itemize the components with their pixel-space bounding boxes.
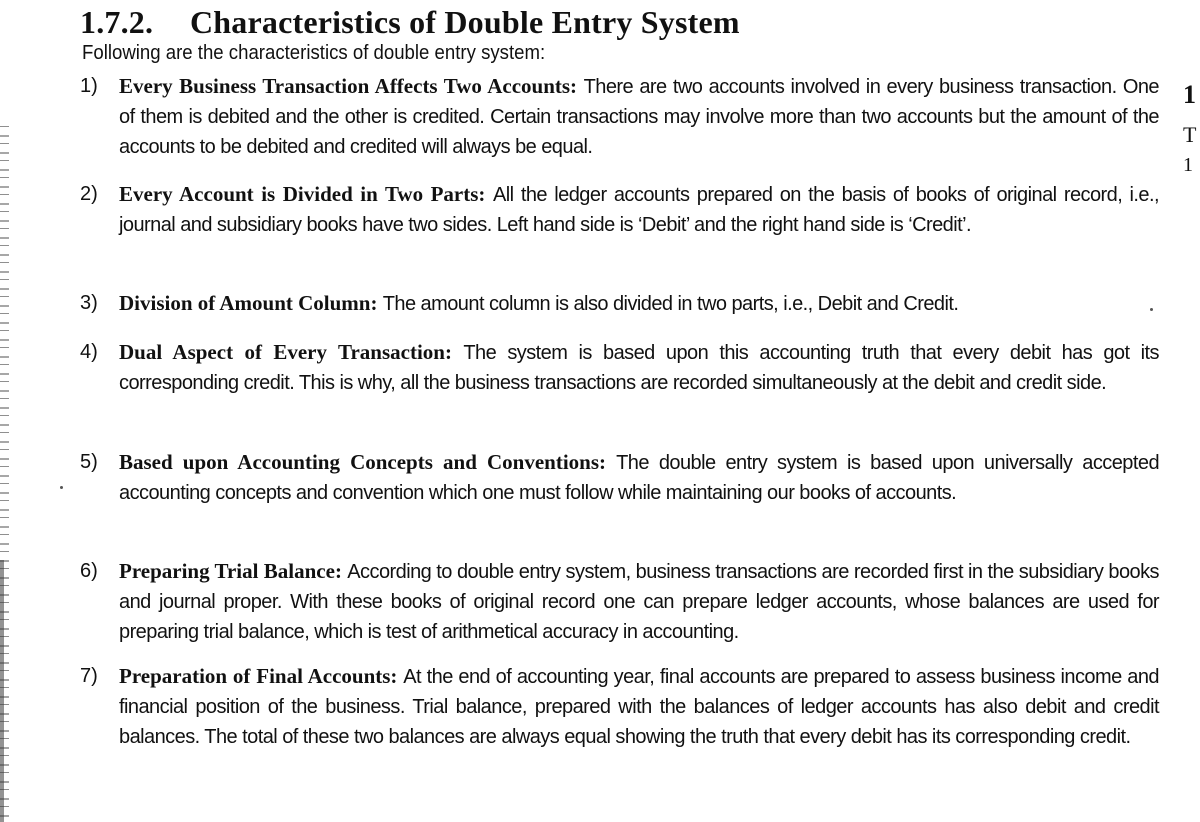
- item-heading: Every Business Transaction Affects Two Accounts:: [119, 74, 578, 98]
- section-intro: Following are the characteristics of double entry system:: [82, 42, 546, 64]
- item-number: 3): [80, 292, 98, 314]
- item-number: 7): [80, 665, 98, 687]
- item-paragraph: [119, 662, 1159, 752]
- item-number: 4): [80, 341, 98, 363]
- item-heading: Division of Amount Column:: [119, 291, 378, 315]
- adjacent-column-fragment: [1183, 82, 1200, 282]
- section-heading: [80, 2, 980, 42]
- item-heading: Preparing Trial Balance:: [119, 559, 342, 583]
- item-paragraph: [119, 289, 1159, 319]
- item-paragraph: [119, 557, 1159, 647]
- item-number: 6): [80, 560, 98, 582]
- item-text: The system is based upon this accounting truth that every debit has got its corresponding credit. This is why, all the business transactions are recorded simultaneously at the debit and credit side.: [119, 342, 1159, 394]
- speck-mark: [60, 486, 63, 489]
- item-number: 1): [80, 75, 98, 97]
- item-heading: Based upon Accounting Concepts and Conventions:: [119, 450, 607, 474]
- item-text: All the ledger accounts prepared on the basis of books of original record, i.e., journal and subsidiary books have two sides. Left hand side is ‘Debit’ and the right hand side is ‘Credit’.: [119, 184, 1160, 236]
- item-number: 5): [80, 451, 98, 473]
- item-paragraph: [119, 72, 1159, 162]
- item-text: The double entry system is based upon universally accepted accounting concepts and convention which one must follow while maintaining our books of accounts.: [119, 452, 1160, 504]
- fragment-char: 1: [1183, 80, 1196, 109]
- item-paragraph: [119, 338, 1159, 398]
- item-heading: Preparation of Final Accounts:: [119, 664, 398, 688]
- item-heading: Every Account is Divided in Two Parts:: [119, 182, 486, 206]
- section-number: 1.7.2.: [80, 4, 154, 40]
- item-number: 2): [80, 183, 98, 205]
- fragment-char: T: [1183, 122, 1197, 147]
- item-paragraph: [119, 448, 1159, 508]
- item-paragraph: [119, 180, 1159, 240]
- section-title: Characteristics of Double Entry System: [190, 4, 740, 40]
- item-heading: Dual Aspect of Every Transaction:: [119, 340, 452, 364]
- fragment-char: 1: [1183, 154, 1193, 176]
- item-text: There are two accounts involved in every business transaction. One of them is debited and the other is credited. Certain transactions may involve more than two accounts but the amount of the accounts to be debited and credited will always be equal.: [119, 76, 1160, 158]
- item-text: At the end of accounting year, final accounts are prepared to assess business income and financial position of the business. Trial balance, prepared with the balances of ledger accounts has also debit and credit balances. The total of these two balances are always equal showing the truth that every debit has its corresponding credit.: [119, 666, 1159, 748]
- scan-edge-shadow: [0, 560, 4, 822]
- item-text: According to double entry system, business transactions are recorded first in the subsidiary books and journal proper. With these books of original record one can prepare ledger accounts, whose balances are used for preparing trial balance, which is test of arithmetical accuracy in accounting.: [119, 561, 1159, 643]
- item-text: The amount column is also divided in two parts, i.e., Debit and Credit.: [382, 293, 959, 315]
